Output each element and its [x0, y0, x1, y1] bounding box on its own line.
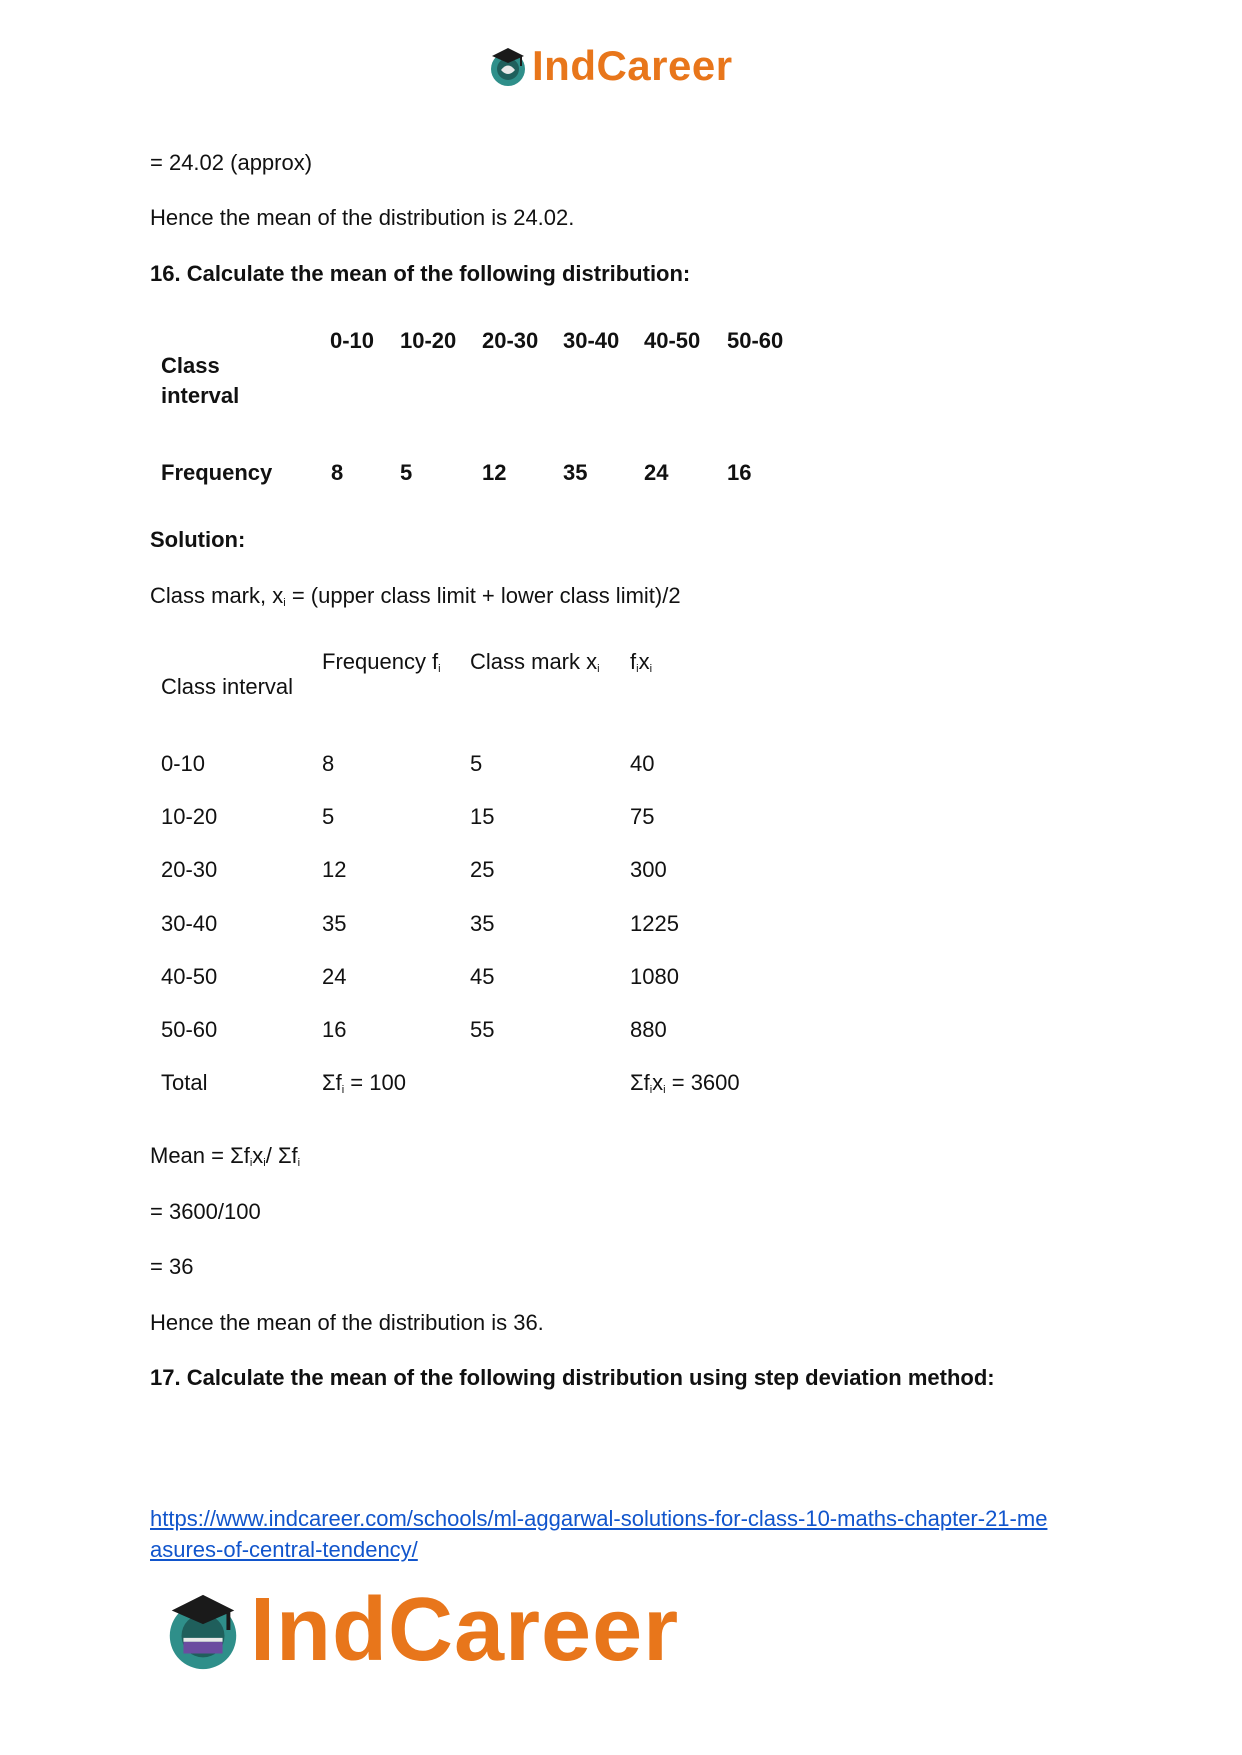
- table-row-mark: 35: [470, 911, 495, 936]
- header-class-mark: Class mark $x_i$: [470, 649, 600, 675]
- approx-line: = 24.02 (approx): [150, 150, 313, 175]
- frequency-cell: 12: [482, 460, 507, 485]
- table-row-class: 40-50: [161, 964, 218, 989]
- interval-cell: 0-10: [330, 328, 375, 353]
- question-17: 17. Calculate the mean of the following distribution using step deviation method:: [150, 1365, 995, 1390]
- table-row-freq: 5: [322, 804, 335, 829]
- frequency-cell: 8: [331, 460, 344, 485]
- hence-prev-line: Hence the mean of the distribution is 24.02.: [150, 205, 575, 230]
- mean-calc-1: = 3600/100: [150, 1199, 261, 1224]
- table-row-fx: 1080: [630, 964, 679, 989]
- total-sum-fx: $\Sigma f_ix_i = 3600$: [630, 1070, 740, 1096]
- frequency-cell: 16: [727, 460, 752, 485]
- table-row-freq: 8: [322, 751, 335, 776]
- frequency-cell: 35: [563, 460, 588, 485]
- header-fixi: $f_ix_i$: [630, 649, 653, 675]
- table-row-freq: 24: [322, 964, 347, 989]
- label-frequency: Frequency: [161, 460, 273, 485]
- table-row-fx: 1225: [630, 911, 679, 936]
- graduation-globe-icon: [486, 44, 530, 88]
- table-row-freq: 12: [322, 857, 347, 882]
- mean-calc-2: = 36: [150, 1254, 194, 1279]
- table-row-class: 10-20: [161, 804, 218, 829]
- question-16: 16. Calculate the mean of the following distribution:: [150, 261, 691, 286]
- frequency-cell: 5: [400, 460, 413, 485]
- mean-formula: Mean = $\Sigma f_ix_i/$ $\Sigma f_i$: [150, 1143, 301, 1169]
- graduation-globe-icon: [160, 1587, 246, 1673]
- header-frequency: Frequency $f_i$: [322, 649, 441, 675]
- table-row-class: 20-30: [161, 857, 218, 882]
- source-link-line1[interactable]: https://www.indcareer.com/schools/ml-aggarwal-solutions-for-class-10-maths-chapter-21-me: [150, 1506, 1048, 1531]
- frequency-cell: 24: [644, 460, 669, 485]
- total-label: Total: [161, 1070, 208, 1095]
- table-row-fx: 300: [630, 857, 667, 882]
- hence-line: Hence the mean of the distribution is 36.: [150, 1310, 544, 1335]
- table-row-mark: 5: [470, 751, 483, 776]
- table-row-fx: 40: [630, 751, 655, 776]
- brand-wordmark: IndCareer: [250, 1579, 680, 1680]
- table-row-fx: 880: [630, 1017, 667, 1042]
- interval-cell: 30-40: [563, 328, 620, 353]
- total-sum-f: $\Sigma f_i = 100$: [322, 1070, 406, 1096]
- source-link-line2[interactable]: asures-of-central-tendency/: [150, 1537, 418, 1562]
- solution-heading: Solution:: [150, 527, 246, 552]
- brand-wordmark: IndCareer: [532, 42, 733, 89]
- label-class: Class: [161, 353, 220, 378]
- table-row-mark: 55: [470, 1017, 495, 1042]
- table-row-mark: 45: [470, 964, 495, 989]
- label-interval: interval: [161, 383, 240, 408]
- header-logo: [486, 42, 733, 90]
- table-row-mark: 25: [470, 857, 495, 882]
- interval-cell: 50-60: [727, 328, 784, 353]
- table-row-class: 30-40: [161, 911, 218, 936]
- source-link-block: [150, 1503, 1150, 1565]
- table-row-class: 50-60: [161, 1017, 218, 1042]
- interval-cell: 40-50: [644, 328, 701, 353]
- footer-logo: [160, 1580, 679, 1680]
- table-row-freq: 35: [322, 911, 347, 936]
- interval-cell: 10-20: [400, 328, 457, 353]
- table-row-class: 0-10: [161, 751, 206, 776]
- table-row-mark: 15: [470, 804, 495, 829]
- table-row-freq: 16: [322, 1017, 347, 1042]
- interval-cell: 20-30: [482, 328, 539, 353]
- table-row-fx: 75: [630, 804, 655, 829]
- header-class-interval: Class interval: [161, 674, 294, 699]
- class-mark-formula: Class mark, $x_i$ = (upper class limit + lower class limit)/2: [150, 583, 681, 609]
